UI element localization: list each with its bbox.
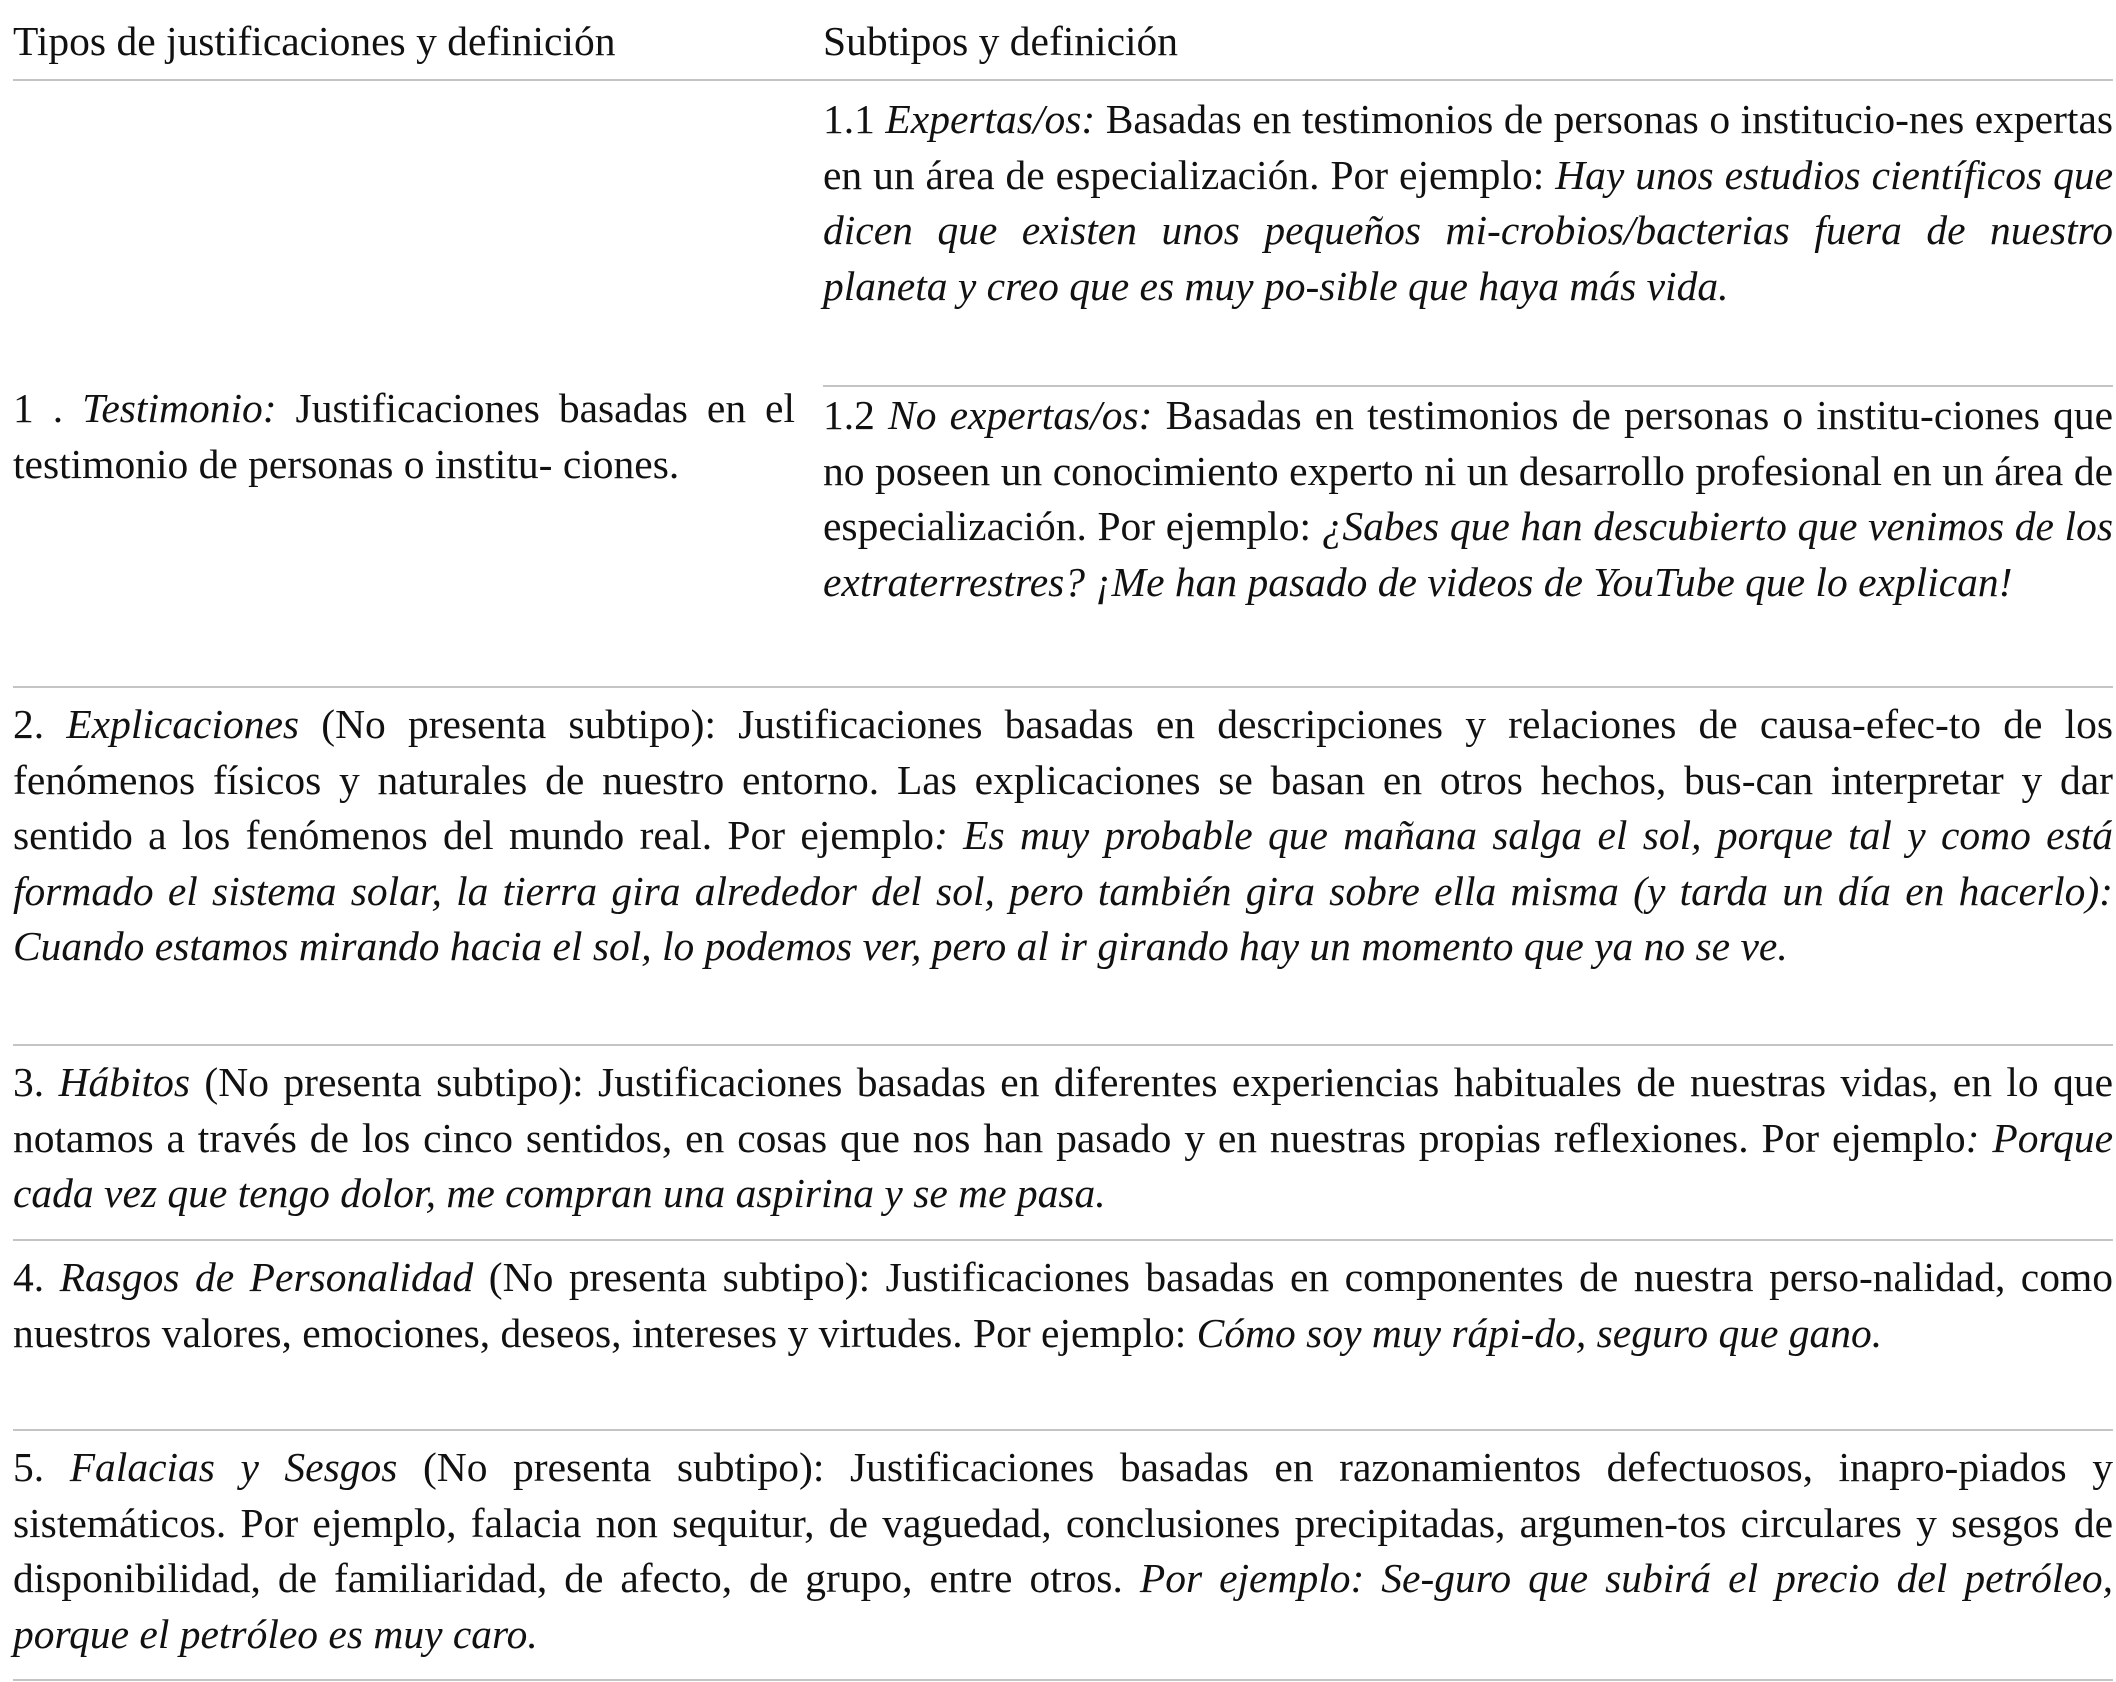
type-name: Falacias y Sesgos xyxy=(69,1444,398,1490)
subtype-definition: Basadas en testimonios de personas o institucio-nes expertas en un área de especialización. Por ejemplo: xyxy=(823,96,2114,198)
row-text xyxy=(13,697,2113,975)
table-row-habitos xyxy=(13,1046,2113,1241)
table-row-explicaciones xyxy=(13,688,2113,1046)
type-definition-end: ciones. xyxy=(562,440,680,487)
row-text xyxy=(13,1250,2113,1361)
subtype-number: 1.1 xyxy=(823,96,886,142)
row-text xyxy=(13,1440,2113,1662)
subtype-text xyxy=(823,92,2113,314)
type-name: Testimonio: xyxy=(82,385,277,431)
type-example: Por ejemplo: Se-guro que subirá el precio del petróleo, porque el petróleo es muy caro. xyxy=(13,1555,2113,1657)
type-example: : Porque cada vez que tengo dolor, me compran una aspirina y se me pasa. xyxy=(13,1114,2114,1216)
table-row-falacias xyxy=(13,1431,2113,1681)
type-number: 5. xyxy=(13,1444,70,1490)
type-definition: Justificaciones basadas en el testimonio de personas o institu- xyxy=(13,385,796,487)
type-definition: (No presenta subtipo): Justificaciones basadas en diferentes experiencias habituales de nuestras vidas, en lo que notamos a través de los cinco sentidos, en cosas que nos han pasado y en nuestras propias reflexiones. Por ejemplo xyxy=(13,1059,2114,1161)
type-number: 4. xyxy=(13,1254,60,1300)
type-example: Cómo soy muy rápi-do, seguro que gano. xyxy=(1196,1309,1883,1356)
table-row-testimonio xyxy=(13,81,2113,688)
subtype-name: No expertas/os: xyxy=(888,392,1153,438)
subtype-text xyxy=(823,388,2113,610)
subtype-number: 1.2 xyxy=(823,392,889,438)
type-name: Rasgos de Personalidad xyxy=(59,1254,474,1300)
subtype-example: Hay unos estudios científicos que dicen que existen unos pequeños mi-crobios/bacterias fuera de nuestro planeta y creo que es muy po-sible que haya más vida. xyxy=(823,151,2113,309)
subtype-cell-no-expertas xyxy=(823,388,2113,610)
type-definition: (No presenta subtipo): Justificaciones basadas en razonamientos defectuosos, inapro-piados y sistemáticos. Por ejemplo, falacia non sequitur, de vaguedad, conclusiones precipitadas, argumen-tos circulares y sesgos de disponibilidad, de familiaridad, de afecto, de grupo, entre otros. xyxy=(13,1444,2114,1601)
type-name: Hábitos xyxy=(58,1059,190,1105)
type-definition: (No presenta subtipo): Justificaciones basadas en descripciones y relaciones de causa-efec-to de los fenómenos físicos y naturales de nuestro entorno. Las explicaciones se basan en otros hechos, bus-can interpretar y dar sentido a los fenómenos del mundo real. Por ejemplo xyxy=(13,701,2114,858)
row-text xyxy=(13,1055,2113,1222)
type-number: 3. xyxy=(13,1059,59,1105)
type-example: : Es muy probable que mañana salga el sol, porque tal y como está formado el sistema solar, la tierra gira alrededor del sol, pero también gira sobre ella misma (y tarda un día en hacerlo): Cuando estamos mirando hacia el sol, lo podemos ver, pero al ir girando hay un momento que ya no se ve. xyxy=(13,812,2113,969)
justification-types-table xyxy=(13,0,2113,1681)
type-number: 1 . xyxy=(13,385,83,431)
type-definition: (No presenta subtipo): Justificaciones basadas en componentes de nuestra perso-nalidad, como nuestros valores, emociones, deseos, intereses y virtudes. Por ejemplo: xyxy=(13,1254,2114,1356)
subtype-definition: Basadas en testimonios de personas o institu-ciones que no poseen un conocimiento experto ni un desarrollo profesional en un área de especialización. Por ejemplo: xyxy=(823,392,2113,549)
table-row-rasgos xyxy=(13,1241,2113,1431)
column-header-subtypes: Subtipos y definición xyxy=(823,18,1179,64)
subtype-cell-expertas xyxy=(823,92,2113,387)
subtype-example: ¿Sabes que han descubierto que venimos de los extraterrestres? ¡Me han pasado de videos de YouTube que lo explican! xyxy=(823,503,2113,605)
column-header-types: Tipos de justificaciones y definición xyxy=(13,18,616,64)
type-name: Explicaciones xyxy=(66,701,300,747)
type-number: 2. xyxy=(13,701,67,747)
table-header-row xyxy=(13,0,2113,81)
subtype-name: Expertas/os: xyxy=(885,96,1096,142)
type-cell-testimonio xyxy=(13,381,795,492)
